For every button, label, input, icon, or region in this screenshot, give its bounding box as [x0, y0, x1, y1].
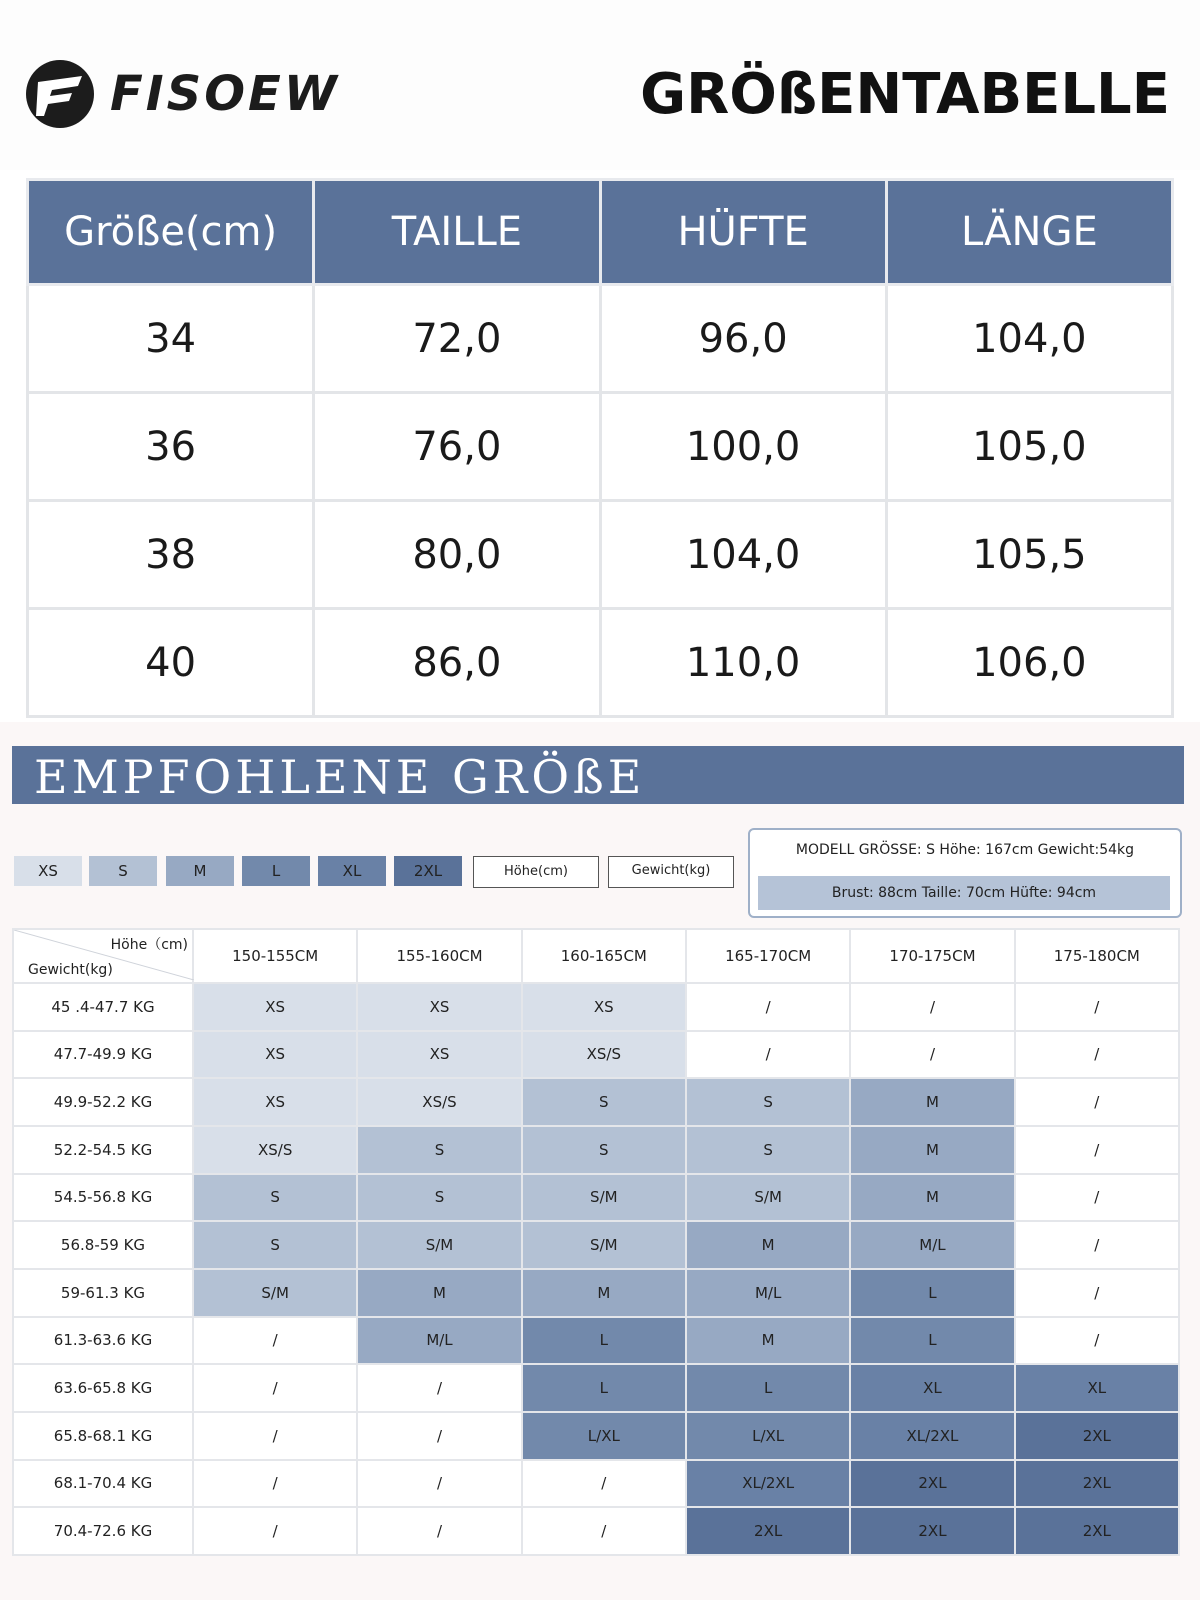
size-cell: S: [686, 1126, 850, 1174]
size-cell: /: [522, 1507, 686, 1555]
size-cell: XS/S: [193, 1126, 357, 1174]
recommend-banner-title: EMPFOHLENE GRÖßE: [34, 750, 646, 804]
size-cell: M/L: [850, 1221, 1014, 1269]
size-cell: S: [357, 1126, 521, 1174]
size-cell: /: [1015, 1317, 1179, 1365]
header-huefte: HÜFTE: [600, 180, 886, 285]
height-header: 170-175CM: [850, 929, 1014, 983]
size-cell: L: [686, 1364, 850, 1412]
size-cell: /: [1015, 1031, 1179, 1079]
size-cell: /: [193, 1460, 357, 1508]
size-cell: /: [850, 983, 1014, 1031]
size-cell: S: [522, 1078, 686, 1126]
size-cell: XS: [357, 1031, 521, 1079]
cell-taille: 76,0: [314, 393, 600, 501]
recommendation-header-row: [13, 929, 1179, 983]
size-cell: /: [686, 1031, 850, 1079]
cell-huefte: 100,0: [600, 393, 886, 501]
table-row: [28, 393, 1173, 501]
size-cell: XS: [193, 1031, 357, 1079]
size-cell: S: [522, 1126, 686, 1174]
cell-laenge: 104,0: [886, 285, 1172, 393]
size-cell: S/M: [193, 1269, 357, 1317]
size-cell: M: [686, 1317, 850, 1365]
corner-hoehe-label: Höhe（cm): [110, 937, 188, 953]
header-groesse: Größe(cm): [28, 180, 314, 285]
size-cell: M/L: [686, 1269, 850, 1317]
size-cell: S/M: [522, 1221, 686, 1269]
size-cell: S: [686, 1078, 850, 1126]
size-cell: /: [1015, 1269, 1179, 1317]
size-cell: M: [850, 1126, 1014, 1174]
size-cell: /: [1015, 983, 1179, 1031]
page-title: GRÖßENTABELLE: [640, 62, 1170, 127]
table-row: [13, 1269, 1179, 1317]
table-row: [13, 983, 1179, 1031]
size-cell: M: [686, 1221, 850, 1269]
header-taille: TAILLE: [314, 180, 600, 285]
size-table-header-row: [28, 180, 1173, 285]
size-cell: /: [686, 983, 850, 1031]
header: [0, 0, 1200, 170]
size-cell: /: [1015, 1078, 1179, 1126]
size-cell: /: [193, 1364, 357, 1412]
size-cell: /: [357, 1412, 521, 1460]
size-cell: /: [193, 1507, 357, 1555]
height-header: 150-155CM: [193, 929, 357, 983]
size-cell: S: [357, 1174, 521, 1222]
size-cell: L/XL: [522, 1412, 686, 1460]
corner-gewicht-label: Gewicht(kg): [28, 962, 113, 978]
height-header: 165-170CM: [686, 929, 850, 983]
table-row: [28, 501, 1173, 609]
size-cell: M: [850, 1078, 1014, 1126]
table-row: [28, 609, 1173, 717]
weight-label: 68.1-70.4 KG: [13, 1460, 193, 1508]
table-row: [13, 1078, 1179, 1126]
table-row: [13, 1317, 1179, 1365]
size-cell: XL: [850, 1364, 1014, 1412]
cell-taille: 86,0: [314, 609, 600, 717]
weight-label: 63.6-65.8 KG: [13, 1364, 193, 1412]
size-cell: M: [850, 1174, 1014, 1222]
height-header: 155-160CM: [357, 929, 521, 983]
height-header: 175-180CM: [1015, 929, 1179, 983]
size-cell: /: [850, 1031, 1014, 1079]
size-cell: L: [522, 1364, 686, 1412]
weight-label: 45 .4-47.7 KG: [13, 983, 193, 1031]
legend-gewicht: Gewicht(kg): [608, 856, 734, 888]
legend-hoehe: Höhe(cm): [473, 856, 599, 888]
weight-label: 65.8-68.1 KG: [13, 1412, 193, 1460]
model-size-info: MODELL GRÖSSE: S Höhe: 167cm Gewicht:54kg: [795, 842, 1135, 858]
size-cell: XS/S: [522, 1031, 686, 1079]
size-cell: /: [357, 1460, 521, 1508]
size-cell: S/M: [357, 1221, 521, 1269]
cell-size: 38: [28, 501, 314, 609]
legend-2xl: 2XL: [394, 856, 462, 886]
size-cell: XL: [1015, 1364, 1179, 1412]
legend-m: M: [166, 856, 234, 886]
table-row: [13, 1364, 1179, 1412]
weight-label: 47.7-49.9 KG: [13, 1031, 193, 1079]
weight-label: 52.2-54.5 KG: [13, 1126, 193, 1174]
size-cell: /: [1015, 1174, 1179, 1222]
model-info-box: [748, 828, 1182, 918]
cell-huefte: 110,0: [600, 609, 886, 717]
cell-laenge: 106,0: [886, 609, 1172, 717]
table-row: [13, 1460, 1179, 1508]
cell-size: 40: [28, 609, 314, 717]
size-cell: M/L: [357, 1317, 521, 1365]
size-cell: S: [193, 1174, 357, 1222]
size-cell: L: [522, 1317, 686, 1365]
corner-cell: [13, 929, 193, 983]
weight-label: 59-61.3 KG: [13, 1269, 193, 1317]
recommend-banner: [12, 746, 1184, 804]
size-cell: L: [850, 1269, 1014, 1317]
size-cell: 2XL: [850, 1460, 1014, 1508]
size-cell: XS: [193, 1078, 357, 1126]
weight-label: 61.3-63.6 KG: [13, 1317, 193, 1365]
table-row: [13, 1031, 1179, 1079]
size-cell: XL/2XL: [686, 1460, 850, 1508]
size-cell: 2XL: [1015, 1412, 1179, 1460]
size-cell: XS/S: [357, 1078, 521, 1126]
weight-label: 49.9-52.2 KG: [13, 1078, 193, 1126]
weight-label: 56.8-59 KG: [13, 1221, 193, 1269]
cell-taille: 72,0: [314, 285, 600, 393]
table-row: [13, 1221, 1179, 1269]
size-cell: /: [193, 1412, 357, 1460]
size-cell: /: [193, 1317, 357, 1365]
cell-taille: 80,0: [314, 501, 600, 609]
size-cell: /: [357, 1507, 521, 1555]
size-cell: /: [1015, 1221, 1179, 1269]
legend-xs: XS: [14, 856, 82, 886]
size-cell: M: [357, 1269, 521, 1317]
legend-xl: XL: [318, 856, 386, 886]
table-row: [13, 1126, 1179, 1174]
table-row: [28, 285, 1173, 393]
size-cell: /: [1015, 1126, 1179, 1174]
legend-s: S: [89, 856, 157, 886]
size-cell: /: [522, 1460, 686, 1508]
size-cell: M: [522, 1269, 686, 1317]
cell-laenge: 105,0: [886, 393, 1172, 501]
cell-laenge: 105,5: [886, 501, 1172, 609]
fisoew-logo-icon: [26, 60, 94, 128]
table-row: [13, 1507, 1179, 1555]
size-cell: XS: [193, 983, 357, 1031]
size-cell: 2XL: [1015, 1507, 1179, 1555]
table-row: [13, 1412, 1179, 1460]
recommendation-table: [12, 928, 1180, 1556]
cell-size: 34: [28, 285, 314, 393]
legend-l: L: [242, 856, 310, 886]
size-cell: /: [357, 1364, 521, 1412]
cell-size: 36: [28, 393, 314, 501]
cell-huefte: 96,0: [600, 285, 886, 393]
cell-huefte: 104,0: [600, 501, 886, 609]
height-header: 160-165CM: [522, 929, 686, 983]
size-cell: S/M: [686, 1174, 850, 1222]
size-cell: 2XL: [686, 1507, 850, 1555]
weight-label: 54.5-56.8 KG: [13, 1174, 193, 1222]
weight-label: 70.4-72.6 KG: [13, 1507, 193, 1555]
size-cell: XS: [522, 983, 686, 1031]
size-cell: XL/2XL: [850, 1412, 1014, 1460]
size-table: [26, 178, 1174, 718]
header-laenge: LÄNGE: [886, 180, 1172, 285]
size-cell: L: [850, 1317, 1014, 1365]
model-measurements: Brust: 88cm Taille: 70cm Hüfte: 94cm: [758, 876, 1170, 910]
size-cell: S/M: [522, 1174, 686, 1222]
size-cell: S: [193, 1221, 357, 1269]
table-row: [13, 1174, 1179, 1222]
size-cell: XS: [357, 983, 521, 1031]
size-cell: 2XL: [1015, 1460, 1179, 1508]
size-cell: L/XL: [686, 1412, 850, 1460]
brand-name: FISOEW: [110, 66, 340, 122]
size-cell: 2XL: [850, 1507, 1014, 1555]
